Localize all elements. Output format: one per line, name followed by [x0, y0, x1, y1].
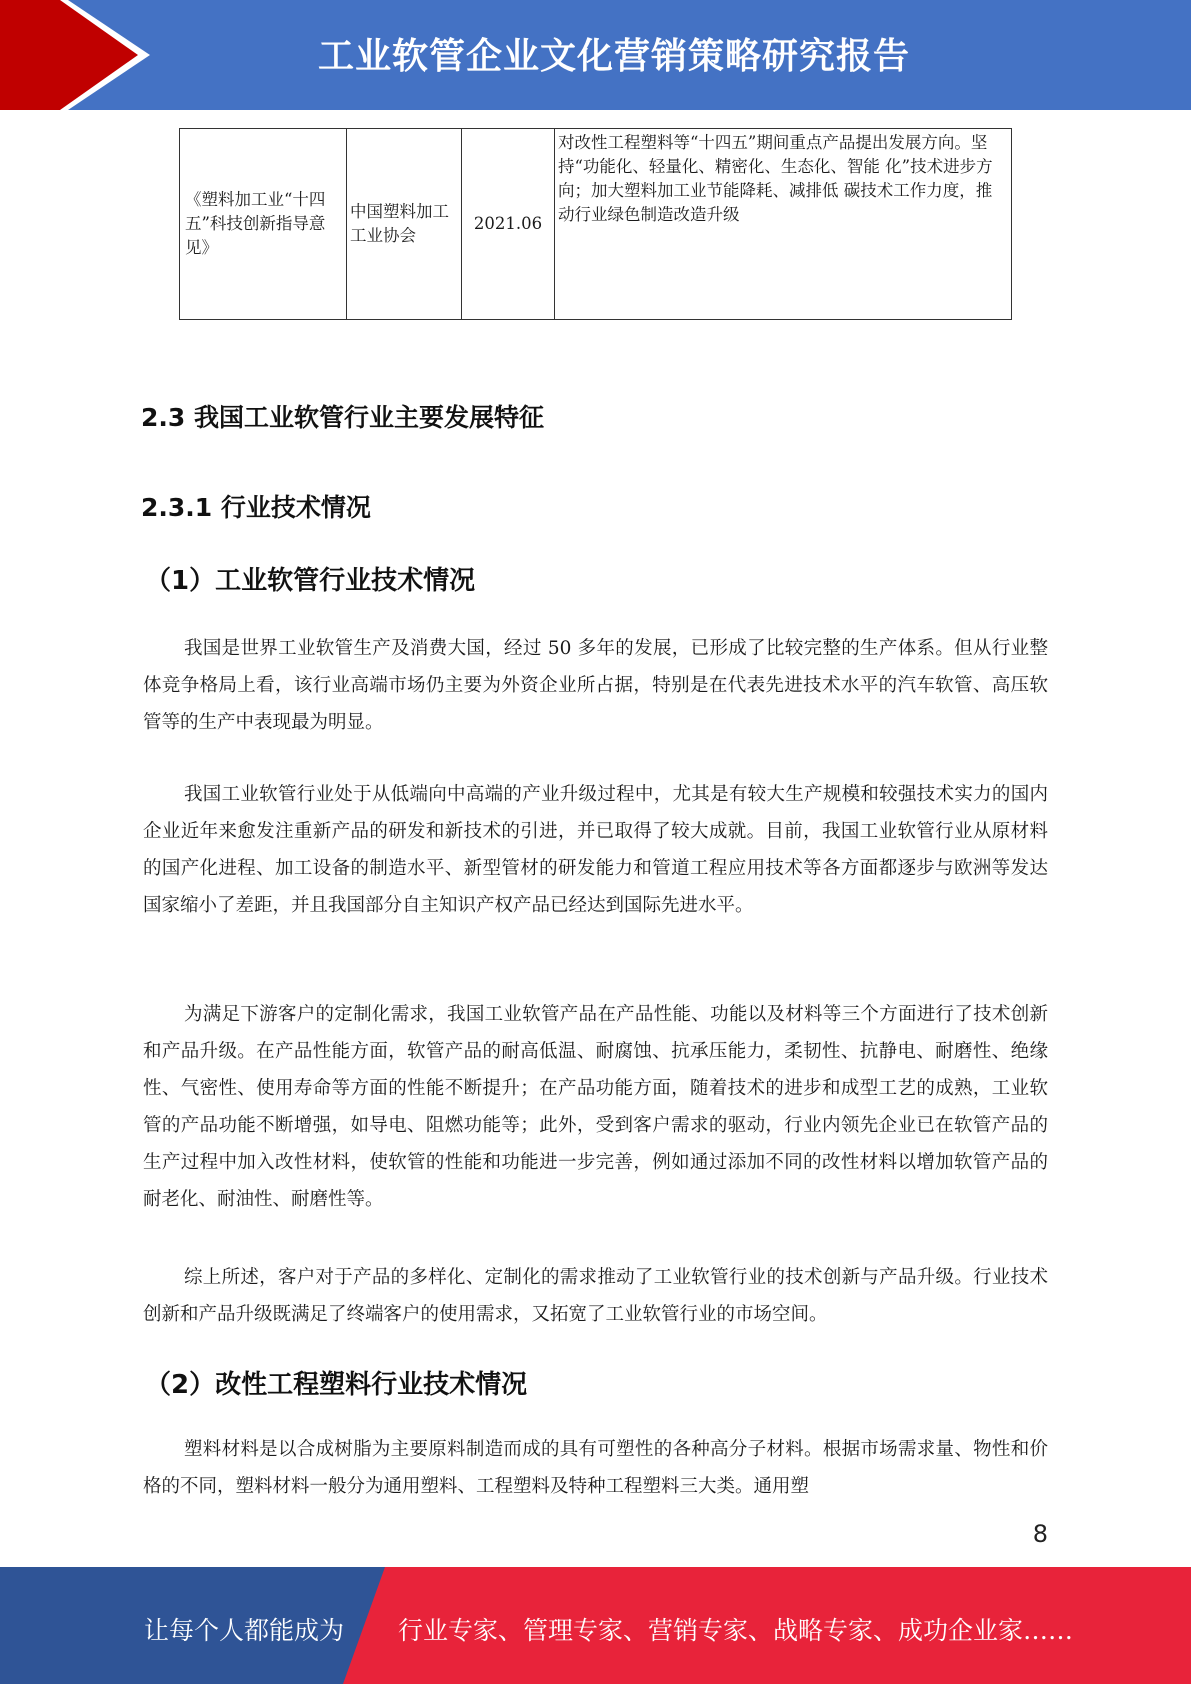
body-paragraph: 塑料材料是以合成树脂为主要原料制造而成的具有可塑性的各种高分子材料。根据市场需求量、物性和价格的不同，塑料材料一般分为通用塑料、工程塑料及特种工程塑料三大类。通用塑: [143, 1439, 1048, 1497]
subsection-heading: 2.3.1 行业技术情况: [141, 493, 371, 522]
footer-slogan-right: 行业专家、管理专家、营销专家、战略专家、成功企业家……: [398, 1616, 1074, 1645]
body-paragraph: 综上所述，客户对于产品的多样化、定制化的需求推动了工业软管行业的技术创新与产品升级。行业技术创新和产品升级既满足了终端客户的使用需求，又拓宽了工业软管行业的市场空间。: [143, 1267, 1048, 1325]
table-row: [180, 129, 1012, 320]
body-paragraph: 我国是世界工业软管生产及消费大国，经过 50 多年的发展，已形成了比较完整的生产体系。但从行业整体竞争格局上看，该行业高端市场仍主要为外资企业所占据，特别是在代表先进技术水平的汽车软管、高压软管等的生产中表现最为明显。: [143, 638, 1048, 733]
item-heading-plastics-technology: （2）改性工程塑料行业技术情况: [145, 1370, 528, 1400]
policy-date: 2021.06: [462, 129, 555, 320]
page-footer: [0, 1567, 1191, 1684]
section-heading: 2.3 我国工业软管行业主要发展特征: [141, 403, 544, 432]
policy-content: 对改性工程塑料等“十四五”期间重点产品提出发展方向。坚持“功能化、轻量化、精密化、生态化、智能 化”技术进步方向；加大塑料加工业节能降耗、减排低 碳技术工作力度，推动行业绿色制造改造升级: [555, 129, 1012, 320]
page-number: 8: [1032, 1520, 1048, 1548]
footer-slogan-left: 让每个人都能成为: [144, 1616, 345, 1645]
policy-issuer: 中国塑料加工工业协会: [347, 129, 462, 320]
policy-document-name: 《塑料加工业“十四五”科技创新指导意见》: [180, 129, 347, 320]
item-heading-hose-technology: （1）工业软管行业技术情况: [145, 566, 476, 596]
body-paragraph: 为满足下游客户的定制化需求，我国工业软管产品在产品性能、功能以及材料等三个方面进行了技术创新和产品升级。在产品性能方面，软管产品的耐高低温、耐腐蚀、抗承压能力，柔韧性、抗静电、耐磨性、绝缘性、气密性、使用寿命等方面的性能不断提升；在产品功能方面，随着技术的进步和成型工艺的成熟，工业软管的产品功能不断增强，如导电、阻燃功能等；此外，受到客户需求的驱动，行业内领先企业已在软管产品的生产过程中加入改性材料，使软管的性能和功能进一步完善，例如通过添加不同的改性材料以增加软管产品的耐老化、耐油性、耐磨性等。: [143, 1004, 1048, 1210]
body-paragraph: 我国工业软管行业处于从低端向中高端的产业升级过程中，尤其是有较大生产规模和较强技术实力的国内企业近年来愈发注重新产品的研发和新技术的引进，并已取得了较大成就。目前，我国工业软管行业从原材料的国产化进程、加工设备的制造水平、新型管材的研发能力和管道工程应用技术等各方面都逐步与欧洲等发达国家缩小了差距，并且我国部分自主知识产权产品已经达到国际先进水平。: [143, 784, 1048, 916]
page-header: [0, 0, 1191, 110]
policy-table: [179, 128, 1012, 320]
report-title: 工业软管企业文化营销策略研究报告: [318, 36, 911, 77]
